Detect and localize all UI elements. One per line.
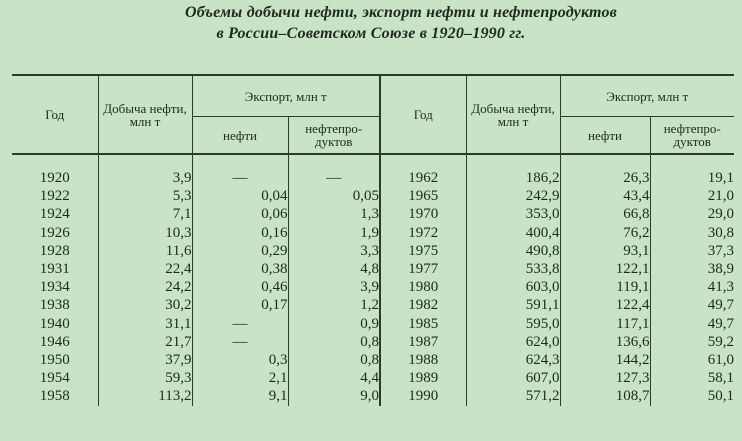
header-production-left: Добыча нефти, млн т	[98, 75, 192, 154]
right-production-cell: 595,0	[466, 315, 560, 333]
left-products-cell: 0,05	[288, 187, 380, 205]
left-production-cell: 5,3	[98, 187, 192, 205]
right-products-cell: 59,2	[650, 333, 734, 351]
right-products-cell: 29,0	[650, 205, 734, 223]
left-production-cell: 11,6	[98, 242, 192, 260]
left-oil-cell: 9,1	[192, 387, 288, 405]
right-products-cell: 58,1	[650, 369, 734, 387]
left-products-cell: 0,8	[288, 351, 380, 369]
left-oil-cell: 0,16	[192, 224, 288, 242]
left-oil-cell: 0,38	[192, 260, 288, 278]
left-products-cell: 3,9	[288, 278, 380, 296]
header-oil-left: нефти	[192, 117, 288, 155]
left-products-cell: 0,8	[288, 333, 380, 351]
left-production-cell: 59,3	[98, 369, 192, 387]
left-year-cell: 1922	[39, 188, 70, 205]
right-products-cell: 38,9	[650, 260, 734, 278]
left-year-cell: 1958	[39, 388, 70, 405]
table-row	[12, 242, 734, 260]
right-oil-cell: 144,2	[560, 351, 650, 369]
right-products-cell: 30,8	[650, 224, 734, 242]
right-oil-cell: 119,1	[560, 278, 650, 296]
right-production-cell: 624,0	[466, 333, 560, 351]
table-row	[12, 187, 734, 205]
right-oil-cell: 26,3	[560, 169, 650, 187]
left-year-cell: 1928	[39, 242, 70, 259]
right-oil-cell: 76,2	[560, 224, 650, 242]
header-production-right: Добыча нефти, млн т	[466, 75, 560, 154]
table-row	[12, 278, 734, 296]
table-row	[12, 169, 734, 187]
right-year-cell: 1987	[380, 333, 466, 351]
right-year-cell: 1988	[380, 351, 466, 369]
left-production-cell: 10,3	[98, 224, 192, 242]
right-products-cell: 19,1	[650, 169, 734, 187]
table-row	[12, 333, 734, 351]
right-products-cell: 37,3	[650, 242, 734, 260]
left-products-cell: 9,0	[288, 387, 380, 405]
table-row	[12, 387, 734, 405]
left-production-cell: 7,1	[98, 205, 192, 223]
title-line-2: в России–Советском Союзе в 1920–1990 гг.	[216, 25, 526, 42]
left-year-cell: 1940	[39, 315, 70, 332]
table-row	[12, 224, 734, 242]
header-export-left: Экспорт, млн т	[192, 75, 380, 117]
left-year-cell: 1931	[39, 261, 70, 278]
header-year-left: Год	[12, 75, 98, 154]
right-year-cell: 1975	[380, 242, 466, 260]
right-year-cell: 1985	[380, 315, 466, 333]
right-production-cell: 400,4	[466, 224, 560, 242]
left-production-cell: 113,2	[98, 387, 192, 405]
right-year-cell: 1972	[380, 224, 466, 242]
header-export-right: Экспорт, млн т	[560, 75, 734, 117]
right-oil-cell: 66,8	[560, 205, 650, 223]
right-year-cell: 1965	[380, 187, 466, 205]
left-year-cell: 1950	[39, 352, 70, 369]
left-oil-cell: 0,06	[192, 205, 288, 223]
left-year-cell: 1934	[39, 279, 70, 296]
left-year-cell: 1938	[39, 297, 70, 314]
right-oil-cell: 136,6	[560, 333, 650, 351]
left-production-cell: 3,9	[98, 169, 192, 187]
right-year-cell: 1962	[380, 169, 466, 187]
right-year-cell: 1982	[380, 296, 466, 314]
right-oil-cell: 122,1	[560, 260, 650, 278]
right-year-cell: 1989	[380, 369, 466, 387]
right-production-cell: 242,9	[466, 187, 560, 205]
right-oil-cell: 108,7	[560, 387, 650, 405]
right-oil-cell: 122,4	[560, 296, 650, 314]
right-production-cell: 533,8	[466, 260, 560, 278]
right-products-cell: 49,7	[650, 315, 734, 333]
left-oil-cell: 0,04	[192, 187, 288, 205]
right-production-cell: 607,0	[466, 369, 560, 387]
right-year-cell: 1990	[380, 387, 466, 405]
left-products-cell: 4,8	[288, 260, 380, 278]
left-products-cell: 1,3	[288, 205, 380, 223]
left-products-cell: 1,2	[288, 296, 380, 314]
table-title	[0, 2, 742, 44]
right-oil-cell: 127,3	[560, 369, 650, 387]
right-products-cell: 41,3	[650, 278, 734, 296]
table-row	[12, 369, 734, 387]
table-row	[12, 351, 734, 369]
right-products-cell: 61,0	[650, 351, 734, 369]
left-products-cell: —	[288, 169, 380, 187]
table-row	[12, 205, 734, 223]
right-production-cell: 591,1	[466, 296, 560, 314]
left-oil-cell: 2,1	[192, 369, 288, 387]
right-oil-cell: 93,1	[560, 242, 650, 260]
left-products-cell: 4,4	[288, 369, 380, 387]
title-line-1: Объемы добычи нефти, экспорт нефти и нефтепродуктов	[184, 4, 618, 21]
left-production-cell: 30,2	[98, 296, 192, 314]
right-production-cell: 603,0	[466, 278, 560, 296]
right-production-cell: 571,2	[466, 387, 560, 405]
left-production-cell: 31,1	[98, 315, 192, 333]
table-row	[12, 315, 734, 333]
left-oil-cell: 0,46	[192, 278, 288, 296]
left-oil-cell: 0,17	[192, 296, 288, 314]
right-products-cell: 50,1	[650, 387, 734, 405]
header-products-right: нефтепро-дуктов	[650, 117, 734, 155]
oil-statistics-table	[12, 74, 734, 406]
table-body	[12, 154, 734, 406]
header-products-left: нефтепро-дуктов	[288, 117, 380, 155]
header-year-right: Год	[380, 75, 466, 154]
left-year-cell: 1924	[39, 206, 70, 223]
right-products-cell: 21,0	[650, 187, 734, 205]
left-year-cell: 1920	[39, 170, 70, 186]
left-products-cell: 0,9	[288, 315, 380, 333]
left-oil-cell: —	[192, 315, 288, 333]
table-row	[12, 296, 734, 314]
right-production-cell: 353,0	[466, 205, 560, 223]
right-year-cell: 1977	[380, 260, 466, 278]
left-oil-cell: 0,3	[192, 351, 288, 369]
left-production-cell: 37,9	[98, 351, 192, 369]
right-production-cell: 624,3	[466, 351, 560, 369]
right-products-cell: 49,7	[650, 296, 734, 314]
left-products-cell: 3,3	[288, 242, 380, 260]
left-oil-cell: 0,29	[192, 242, 288, 260]
right-production-cell: 186,2	[466, 169, 560, 187]
header-oil-right: нефти	[560, 117, 650, 155]
left-production-cell: 24,2	[98, 278, 192, 296]
right-oil-cell: 117,1	[560, 315, 650, 333]
right-production-cell: 490,8	[466, 242, 560, 260]
left-production-cell: 21,7	[98, 333, 192, 351]
left-year-cell: 1946	[39, 333, 70, 350]
left-products-cell: 1,9	[288, 224, 380, 242]
left-oil-cell: —	[192, 169, 288, 187]
right-year-cell: 1970	[380, 205, 466, 223]
right-year-cell: 1980	[380, 278, 466, 296]
left-oil-cell: —	[192, 333, 288, 351]
left-year-cell: 1954	[39, 370, 70, 387]
left-year-cell: 1926	[39, 224, 70, 241]
left-production-cell: 22,4	[98, 260, 192, 278]
table-row	[12, 260, 734, 278]
right-oil-cell: 43,4	[560, 187, 650, 205]
